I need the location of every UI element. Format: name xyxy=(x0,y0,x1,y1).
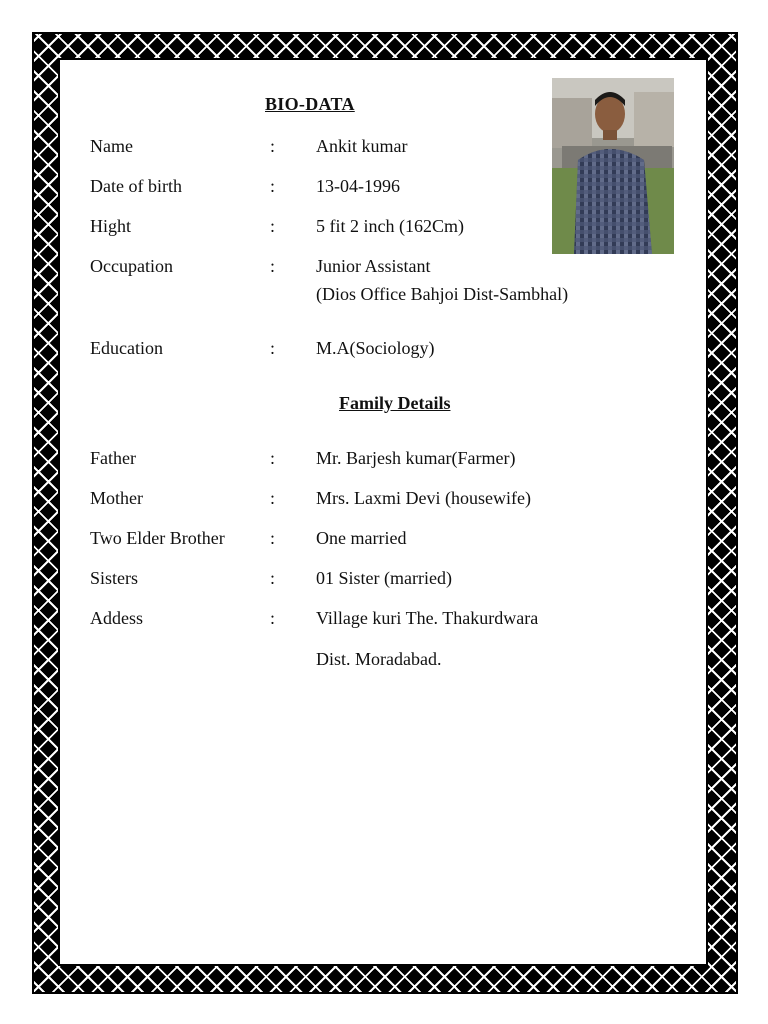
separator: : xyxy=(270,568,276,588)
field-label: Education xyxy=(90,338,163,358)
field-value: 5 fit 2 inch (162Cm) xyxy=(316,216,464,236)
field-value: 13-04-1996 xyxy=(316,176,400,196)
field-value: Mr. Barjesh kumar(Farmer) xyxy=(316,448,516,468)
separator: : xyxy=(270,338,276,358)
field-label: Date of birth xyxy=(90,176,182,196)
field-label: Occupation xyxy=(90,256,173,276)
field-label: Father xyxy=(90,448,136,468)
field-label: Name xyxy=(90,136,133,156)
separator: : xyxy=(270,448,276,468)
field-value: One married xyxy=(316,528,407,548)
profile-photo xyxy=(552,78,674,254)
family-details-heading: Family Details xyxy=(339,393,451,413)
field-label: Mother xyxy=(90,488,143,508)
field-value: Ankit kumar xyxy=(316,136,408,156)
field-value: 01 Sister (married) xyxy=(316,568,452,588)
separator: : xyxy=(270,256,276,276)
document-title: BIO-DATA xyxy=(265,94,355,114)
separator: : xyxy=(270,176,276,196)
field-label: Sisters xyxy=(90,568,139,588)
field-value: Dist. Moradabad. xyxy=(316,649,442,669)
field-label: Hight xyxy=(90,216,132,236)
field-value: Mrs. Laxmi Devi (housewife) xyxy=(316,488,531,508)
field-value: M.A(Sociology) xyxy=(316,338,435,358)
field-value: Village kuri The. Thakurdwara xyxy=(316,608,539,628)
field-value: (Dios Office Bahjoi Dist-Sambhal) xyxy=(316,284,569,304)
field-value: Junior Assistant xyxy=(316,256,431,276)
separator: : xyxy=(270,216,276,236)
separator: : xyxy=(270,608,276,628)
field-label: Two Elder Brother xyxy=(90,528,225,548)
separator: : xyxy=(270,488,276,508)
separator: : xyxy=(270,136,276,156)
person-photo-icon xyxy=(552,78,674,254)
separator: : xyxy=(270,528,276,548)
field-label: Addess xyxy=(90,608,143,628)
